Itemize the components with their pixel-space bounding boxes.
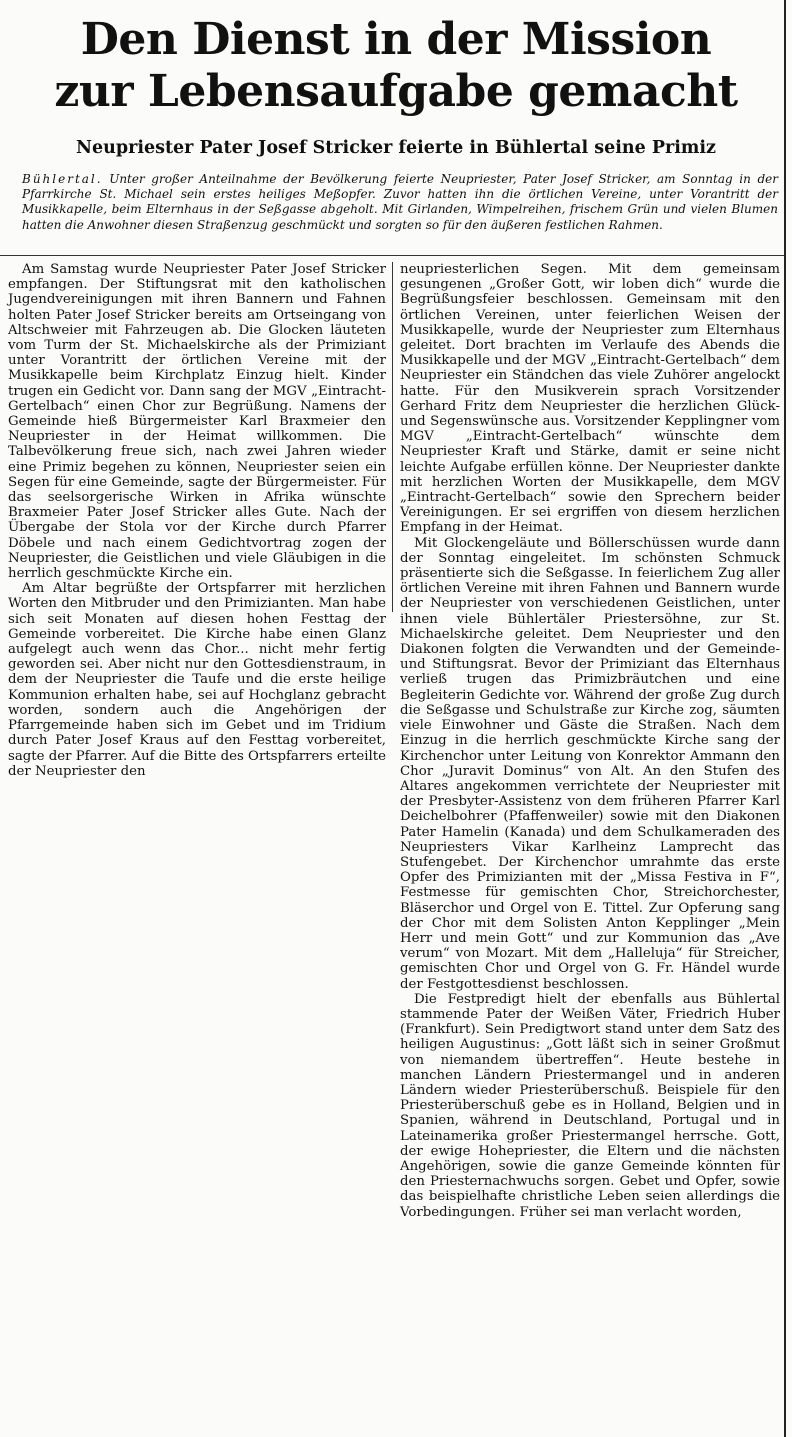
headline xyxy=(0,14,792,118)
column-divider xyxy=(392,262,393,612)
right-column xyxy=(400,262,780,1220)
headline-line-2: zur Lebensaufgabe gemacht xyxy=(54,66,738,117)
right-paragraph-3: Die Festpredigt hielt der ebenfalls aus Bühlertal stammende Pater der Weißen Väter, Friedrich Huber (Frankfurt). Sein Predigtwort stand unter dem Satz des heiligen Augustinus: „Gott läßt sich in seiner Großmut von niemandem übertreffen“. Heute bestehe in manchen Ländern Priestermangel und in anderen Ländern wieder Priesterüberschuß. Beispiele für den Priesterüberschuß gebe es in Holland, Belgien und in Spanien, während in Deutschland, Portugal und in Lateinamerika großer Priestermangel herrsche. Gott, der ewige Hohepriester, die Eltern und die nächsten Angehörigen, sowie die ganze Gemeinde könnten für den Priesternachwuchs sorgen. Gebet und Opfer, sowie das beispielhafte christliche Leben seien allerdings die Vorbedingungen. Früher sei man verlacht worden, xyxy=(400,991,780,1220)
left-paragraph-2: Am Altar begrüßte der Ortspfarrer mit herzlichen Worten den Mitbruder und den Primizianten. Man habe sich seit Monaten auf diesen hohen Festtag der Gemeinde vorbereitet. Die Kirche habe einen Glanz aufgelegt auch wenn das Chor... nicht mehr fertig geworden sei. Aber nicht nur den Gottesdienstraum, in dem der Neupriester die Taufe und die erste heilige Kommunion erhalten habe, sei auf Hochglanz gebracht worden, sondern auch die Angehörigen der Pfarrgemeinde haben sich im Gebet und im Tridium durch Pater Josef Kraus auf den Festtag vorbereitet, sagte der Pfarrer. Auf die Bitte des Ortspfarrers erteilte der Neupriester den xyxy=(8,581,386,779)
lead-place: Bühlertal. xyxy=(22,172,103,186)
right-paragraph-1: neupriesterlichen Segen. Mit dem gemeinsam gesungenen „Großer Gott, wir loben dich“ wurde die Begrüßungsfeier beschlossen. Gemeinsam mit den örtlichen Vereinen, unter feierlichen Weisen der Musikkapelle, wurde der Neupriester zum Elternhaus geleitet. Dort brachten im Verlaufe des Abends die Musikkapelle und der MGV „Eintracht-Gertelbach“ dem Neupriester ein Ständchen das viele Zuhörer angelockt hatte. Für den Musikverein sprach Vorsitzender Gerhard Fritz dem Neupriester die herzlichen Glück- und Segenswünsche aus. Vorsitzender Kepplingner vom MGV „Eintracht-Gertelbach“ wünschte dem Neupriester Kraft und Stärke, damit er seine nicht leichte Aufgabe erfüllen könne. Der Neupriester dankte mit herzlichen Worten der Musikkapelle, dem MGV „Eintracht-Gertelbach“ sowie den Sprechern beider Vereinigungen. Er sei ergriffen von diesem herzlichen Empfang in der Heimat. xyxy=(400,262,780,536)
subheadline: Neupriester Pater Josef Stricker feierte in Bühlertal seine Primiz xyxy=(76,138,716,158)
right-paragraph-2: Mit Glockengeläute und Böllerschüssen wurde dann der Sonntag eingeleitet. Im schönsten Schmuck präsentierte sich die Seßgasse. In feierlichem Zug aller örtlichen Vereine mit ihren Fahnen und Bannern wurde der Neupriester von verschiedenen Geistlichen, unter ihnen viele Bühlertäler Priestersöhne, zur St. Michaelskirche geleitet. Dem Neupriester und den Diakonen folgten die Verwandten und der Gemeinde- und Stiftungsrat. Bevor der Primiziant das Elternhaus verließ trugen das Primizbräutchen und eine Begleiterin Gedichte vor. Während der große Zug durch die Seßgasse und Schulstraße zur Kirche zog, säumten viele Einwohner und Gäste die Straßen. Nach dem Einzug in die herrlich geschmückte Kirche sang der Kirchenchor unter Leitung von Konrektor Ammann den Chor „Juravit Dominus“ von Alt. An den Stufen des Altares angekommen verrichtete der Neupriester mit der Presbyter-Assistenz von dem früheren Pfarrer Karl Deichelbohrer (Pfaffenweiler) sowie mit den Diakonen Pater Hamelin (Kanada) und dem Schulkameraden des Neupriesters Vikar Karlheinz Lamprecht das Stufengebet. Der Kirchenchor umrahmte das erste Opfer des Primizianten mit der „Missa Festiva in F“, Festmesse für gemischten Chor, Streichorchester, Bläserchor und Orgel von E. Tittel. Zur Opferung sang der Chor mit dem Solisten Anton Kepplinger „Mein Herr und mein Gott“ und zur Kommunion das „Ave verum“ von Mozart. Mit dem „Halleluja“ für Streicher, gemischten Chor und Orgel von G. Fr. Händel wurde der Festgottesdienst beschlossen. xyxy=(400,535,780,992)
left-column xyxy=(8,262,386,779)
headline-line-1: Den Dienst in der Mission xyxy=(80,14,712,65)
page-edge-line xyxy=(784,0,786,1437)
left-paragraph-1: Am Samstag wurde Neupriester Pater Josef Stricker empfangen. Der Stiftungsrat mit den katholischen Jugendvereinigungen mit ihren Bannern und Fahnen holten Pater Josef Stricker bereits am Ortseingang von Altschweier mit Fahrzeugen ab. Die Glocken läuteten vom Turm der St. Michaelskirche als der Primiziant unter Vorantritt der örtlichen Vereine mit der Musikkapelle beim Kirchplatz Einzug hielt. Kinder trugen ein Gedicht vor. Dann sang der MGV „Eintracht-Gertelbach“ einen Chor zur Begrüßung. Namens der Gemeinde hieß Bürgermeister Karl Braxmeier den Neupriester in der Heimat willkommen. Die Talbevölkerung freue sich, nach zwei Jahren wieder eine Primiz begehen zu können, Neupriester seien ein Segen für eine Gemeinde, sagte der Bürgermeister. Für das seelsorgerische Wirken in Afrika wünschte Braxmeier Pater Josef Stricker alles Gute. Nach der Übergabe der Stola vor der Kirche durch Pfarrer Döbele und nach einem Gedichtvortrag zogen der Neupriester, die Geistlichen und viele Gläubigen in die herrlich geschmückte Kirche ein. xyxy=(8,262,386,582)
divider-rule xyxy=(0,255,784,256)
lead-paragraph xyxy=(22,172,778,233)
lead-text: Unter großer Anteilnahme der Bevölkerung feierte Neupriester, Pater Josef Stricker, am Sonntag in der Pfarrkirche St. Michael sein erstes heiliges Meßopfer. Zuvor hatten ihn die örtlichen Vereine, unter Vorantritt der Musikkapelle, beim Elternhaus in der Seßgasse abgeholt. Mit Girlanden, Wimpelreihen, frischem Grün und vielen Blumen hatten die Anwohner diesen Straßenzug geschmückt und sorgten so für den äußeren festlichen Rahmen. xyxy=(22,172,778,232)
